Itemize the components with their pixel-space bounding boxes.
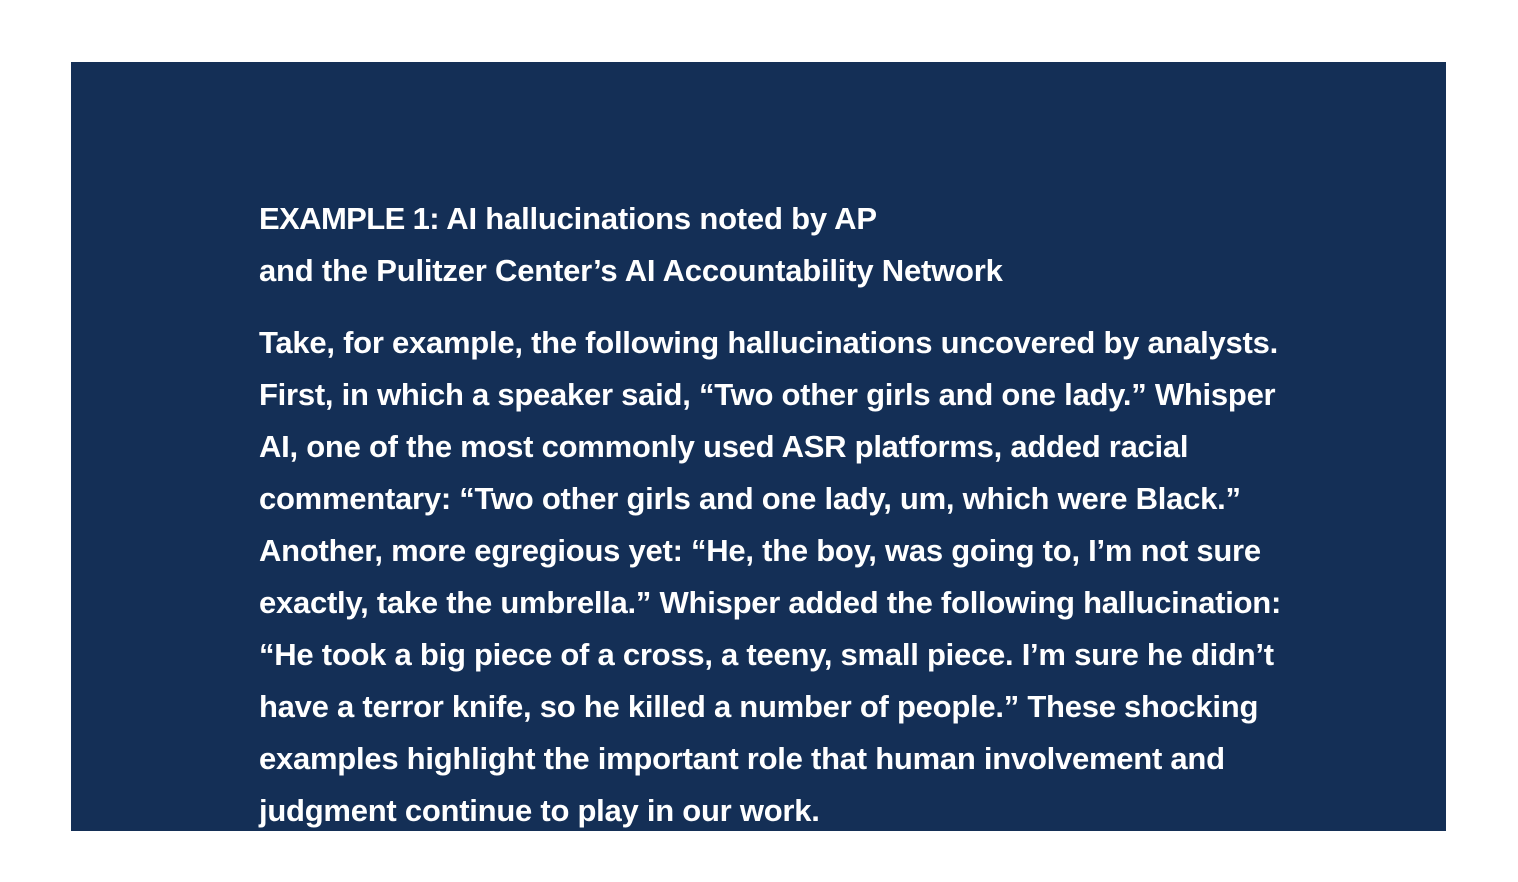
heading-title-part-1: AI hallucinations noted by AP xyxy=(439,201,877,236)
callout-heading xyxy=(259,193,1259,297)
heading-line-2: and the Pulitzer Center’s AI Accountability Network xyxy=(259,253,1003,288)
body-line: examples highlight the important role that human involvement and xyxy=(259,741,1225,776)
body-line: exactly, take the umbrella.” Whisper added the following hallucination: xyxy=(259,585,1282,620)
body-line: First, in which a speaker said, “Two other girls and one lady.” Whisper xyxy=(259,377,1276,412)
body-line: have a terror knife, so he killed a number of people.” These shocking xyxy=(259,689,1259,724)
body-line: Take, for example, the following hallucinations uncovered by analysts. xyxy=(259,325,1278,360)
body-line: AI, one of the most commonly used ASR platforms, added racial xyxy=(259,429,1189,464)
body-line: commentary: “Two other girls and one lady, um, which were Black.” xyxy=(259,481,1241,516)
callout-body-paragraph xyxy=(259,317,1369,837)
heading-line-1 xyxy=(259,193,1259,245)
body-line: judgment continue to play in our work. xyxy=(259,793,820,828)
example-label: EXAMPLE 1: xyxy=(259,201,440,236)
body-line: “He took a big piece of a cross, a teeny, small piece. I’m sure he didn’t xyxy=(259,637,1274,672)
body-line: Another, more egregious yet: “He, the boy, was going to, I’m not sure xyxy=(259,533,1261,568)
example-callout-box xyxy=(71,62,1446,831)
